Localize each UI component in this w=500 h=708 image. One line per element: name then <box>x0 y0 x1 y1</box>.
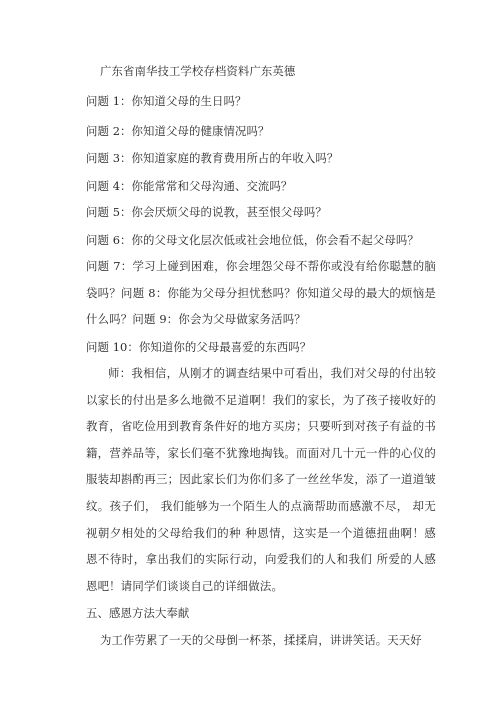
document-title: 广东省南华技工学校存档资料广东英德 <box>100 64 296 78</box>
question-2: 问题 2：你知道父母的健康情况吗？ <box>86 124 270 138</box>
section-heading: 五、感恩方法大奉献 <box>86 606 190 620</box>
question-7-9-paragraph: 问题 7：学习上碰到困难，你会埋怨父母不帮你或没有给你聪慧的脑袋吗？问题 8：你能为父母分担忧愁吗？你知道父母的最大的烦恼是什么吗？问题 9：你会为父母做家务活吗？ <box>86 259 436 327</box>
question-3: 问题 3：你知道家庭的教育费用所占的年收入吗？ <box>86 151 339 165</box>
question-5: 问题 5：你会厌烦父母的说教，甚至恨父母吗？ <box>86 205 327 219</box>
final-paragraph: 为工作劳累了一天的父母倒一杯茶，揉揉肩，讲讲笑话。天天好 <box>100 633 422 647</box>
question-6: 问题 6：你的父母文化层次低或社会地位低，你会看不起父母吗？ <box>86 233 419 247</box>
question-10: 问题 10：你知道你的父母最喜爱的东西吗？ <box>86 340 312 354</box>
teacher-paragraph: 师：我相信，从刚才的调查结果中可看出，我们对父母的付出较以家长的付出是多么地微不足道啊！我们的家长，为了孩子接收好的教育，省吃俭用到教育条件好的地方买房；只要听到对孩子有益的书籍，营养品等，家长们毫不犹豫地掏钱。而面对几十元一件的心仪的服装却斟酌再三；因此家长们为你们多了一丝丝华发，添了一道道皱纹。孩子们， 我们能够为一个陌生人的点滴帮助而感激不尽， 却无视朝夕相处的父母给我们的种 种恩情，这实是一个道德扭曲啊！感恩不待时，拿出我们的实际行动，向爱我们的人和我们 所爱的人感恩吧！请同学们谈谈自己的详细做法。 <box>86 366 436 593</box>
question-4: 问题 4：你能常常和父母沟通、交流吗？ <box>86 179 293 193</box>
question-1: 问题 1：你知道父母的生日吗？ <box>86 94 247 108</box>
